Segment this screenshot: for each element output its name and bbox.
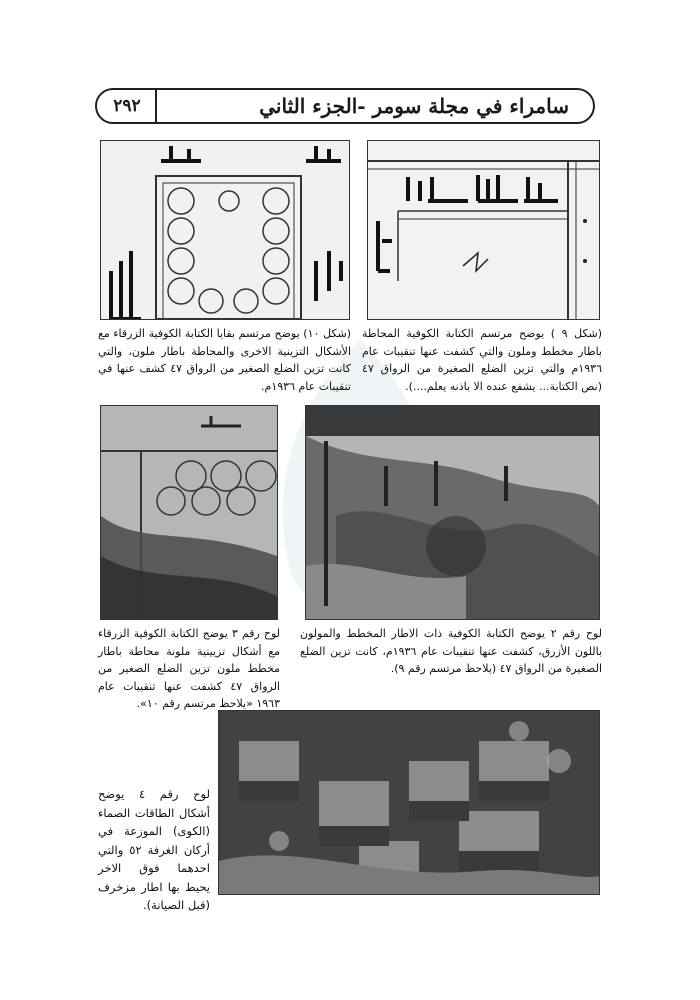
- plate-2-caption: لوح رقم ٢ يوضح الكتابة الكوفية ذات الاطار المخطط والمولون باللون الأزرق، كشفت عنها تنقيبات عام ١٩٣٦م، كانت تزين الضلع الصغيرة من الرواق ٤٧ (يلاحظ مرتسم رقم ٩).: [300, 627, 602, 675]
- figure-10-drawing: [100, 140, 350, 320]
- figure-9-drawing: [367, 140, 600, 320]
- header-divider: [155, 90, 157, 122]
- page-number: ٢٩٢: [113, 96, 141, 116]
- figure-9-caption: (شكل ٩ ) يوضح مرتسم الكتابة الكوفية المحاطة باطار مخطط وملون والتي كشفت عنها تنقيبات عام ١٩٣٦م والتي تزين الضلع الصغيرة من الرواق ٤٧ (نص الكتابة... يشفع عنده الا باذنه يعلم....).: [362, 327, 602, 393]
- plate-3-caption: لوح رقم ٣ يوضح الكتابة الكوفية الزرقاء مع أشكال تزيينية ملونة محاطة باطار مخطط ملون تزين الضلع الصغير من الرواق ٤٧ كشفت عنها تنقيبات عام ١٩٦٣ «يلاحظ مرتسم رقم ١٠».: [98, 627, 280, 710]
- figure-10-caption: (شكل ١٠) يوضح مرتسم بقايا الكتابة الكوفية الزرقاء مع الأشكال التزينية الاخرى والمحاطة باطار ملون، والتي كانت تزين الضلع الصغير من الرواق ٤٧ كشف عنها في تنقيبات عام ١٩٣٦م.: [98, 327, 351, 393]
- plate-3-photo: [100, 405, 278, 620]
- plate-2-photo: [305, 405, 600, 620]
- plate-4-caption: لوح رقم ٤ يوضح أشكال الطاقات الصماء (الكوى) الموزعة في أركان الغرفة ٥٢ والتي احدهما فوق الاخر يحيط بها اطار مزخرف (قبل الصيانة).: [98, 787, 210, 912]
- header-title: سامراء في مجلة سومر -الجزء الثاني: [259, 94, 569, 118]
- running-header: [95, 88, 595, 124]
- plate-4-photo: [218, 710, 600, 895]
